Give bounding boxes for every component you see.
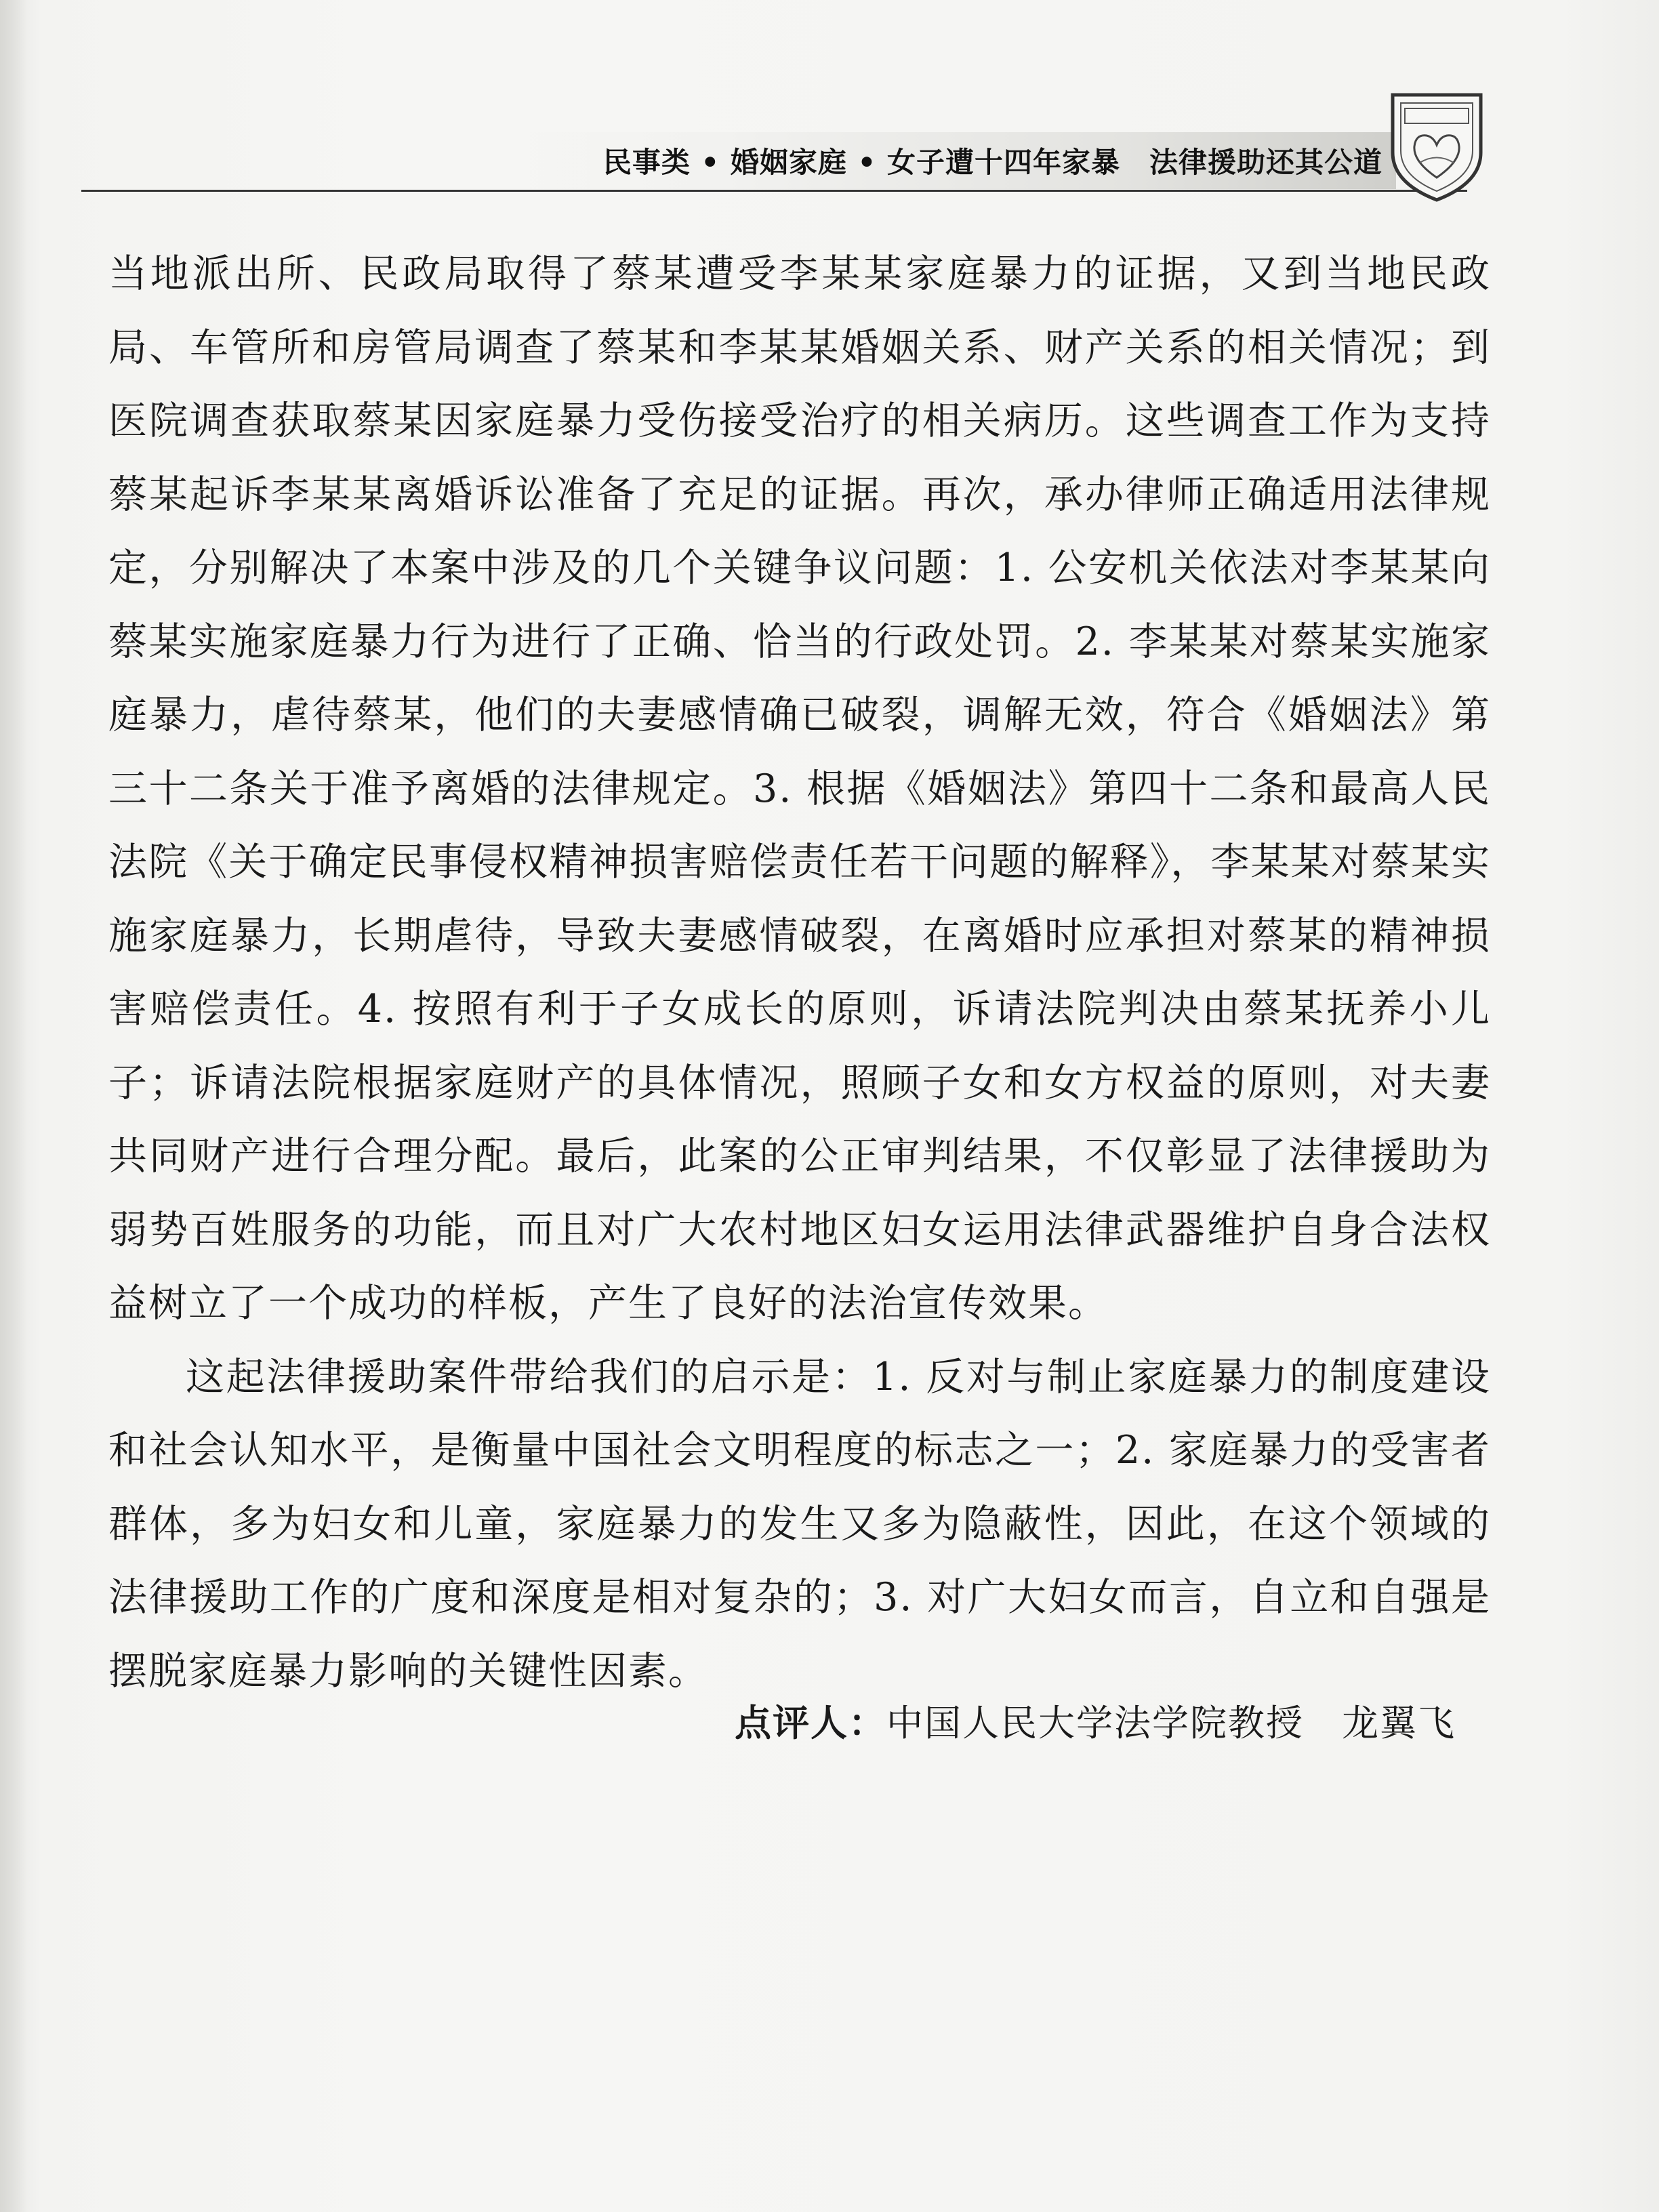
running-header xyxy=(515,132,1396,189)
legal-aid-shield-emblem-icon xyxy=(1386,88,1488,203)
page-edge-shadow xyxy=(0,0,27,2212)
paragraph-2: 这起法律援助案件带给我们的启示是：1. 反对与制止家庭暴力的制度建设和社会认知水平，是衡量中国社会文明程度的标志之一；2. 家庭暴力的受害者群体，多为妇女和儿童，家庭暴力的发生又多为隐蔽性，因此，在这个领域的法律援助工作的广度和深度是相对复杂的；3. 对广大妇女而言，自立和自强是摆脱家庭暴力影响的关键性因素。 xyxy=(108,1354,1491,1694)
reviewer-affiliation: 中国人民大学法学院教授 xyxy=(886,1702,1304,1744)
body-text xyxy=(108,237,1491,1708)
reviewer-label: 点评人： xyxy=(735,1702,886,1744)
reviewer-credit xyxy=(735,1694,1456,1746)
paragraph-1: 当地派出所、民政局取得了蔡某遭受李某某家庭暴力的证据，又到当地民政局、车管所和房管局调查了蔡某和李某某婚姻关系、财产关系的相关情况；到医院调查获取蔡某因家庭暴力受伤接受治疗的相关病历。这些调查工作为支持蔡某起诉李某某离婚诉讼准备了充足的证据。再次，承办律师正确适用法律规定，分别解决了本案中涉及的几个关键争议问题：1. 公安机关依法对李某某向蔡某实施家庭暴力行为进行了正确、恰当的行政处罚。2. 李某某对蔡某实施家庭暴力，虐待蔡某，他们的夫妻感情确已破裂，调解无效，符合《婚姻法》第三十二条关于准予离婚的法律规定。3. 根据《婚姻法》第四十二条和最高人民法院《关于确定民事侵权精神损害赔偿责任若干问题的解释》，李某某对蔡某实施家庭暴力，长期虐待，导致夫妻感情破裂，在离婚时应承担对蔡某的精神损害赔偿责任。4. 按照有利于子女成长的原则，诉请法院判决由蔡某抚养小儿子；诉请法院根据家庭财产的具体情况，照顾子女和女方权益的原则，对夫妻共同财产进行合理分配。最后，此案的公正审判结果，不仅彰显了法律援助为弱势百姓服务的功能，而且对广大农村地区妇女运用法律武器维护自身合法权益树立了一个成功的样板，产生了良好的法治宣传效果。 xyxy=(108,251,1491,1326)
reviewer-name: 龙翼飞 xyxy=(1342,1702,1456,1744)
header-rule xyxy=(81,190,1467,192)
running-header-title: 民事类 • 婚姻家庭 • 女子遭十四年家暴 法律援助还其公道 xyxy=(602,146,1382,179)
